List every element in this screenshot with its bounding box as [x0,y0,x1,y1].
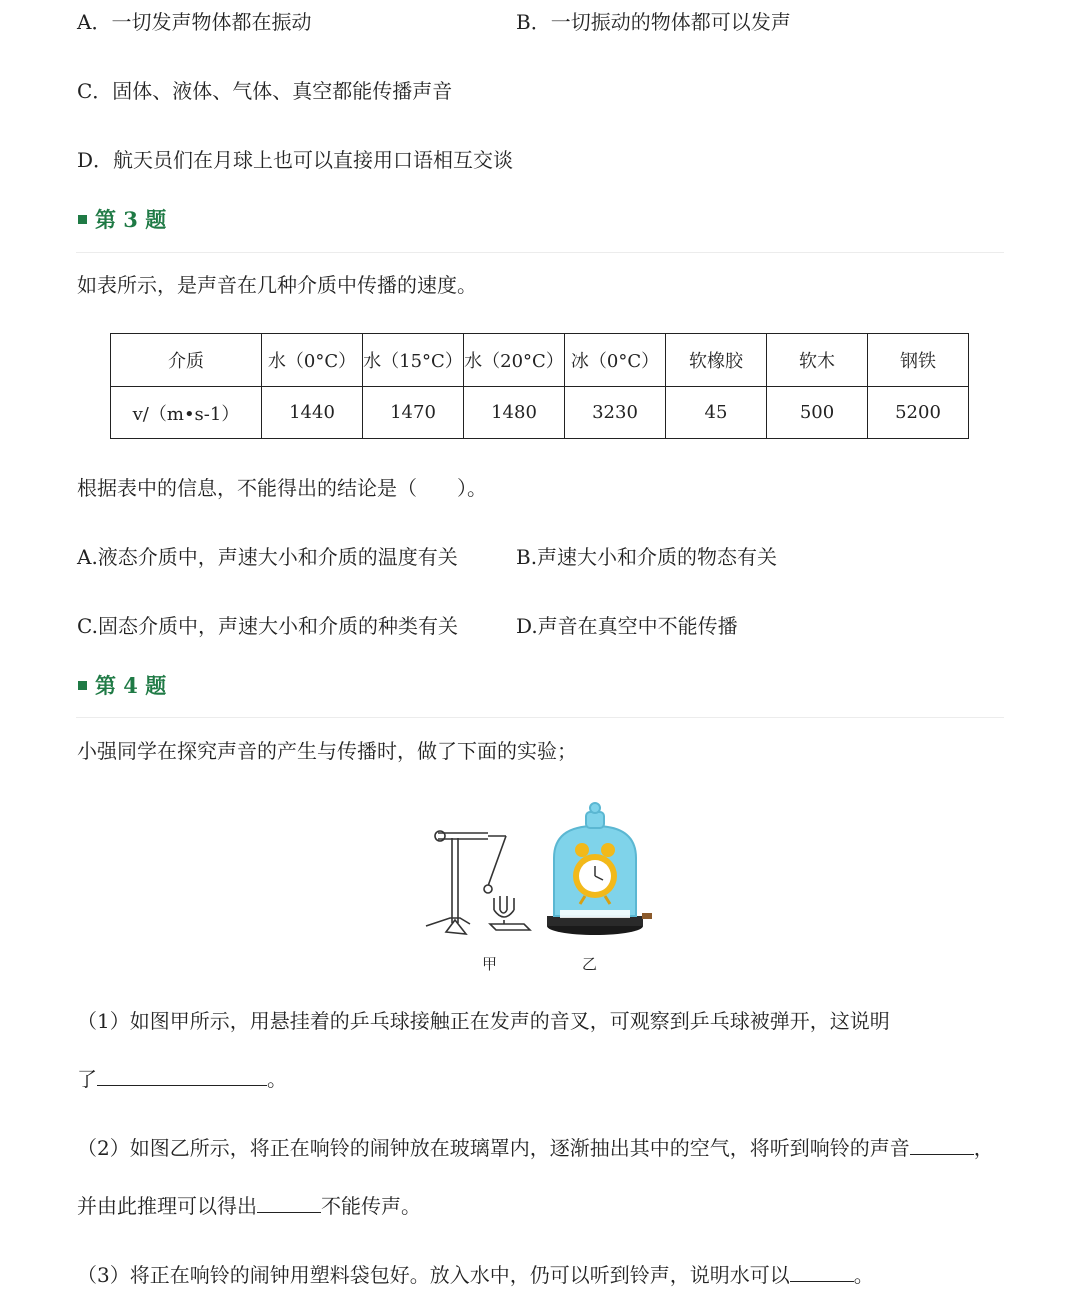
answer-blank[interactable] [790,1263,854,1282]
q2-option-b: B．一切振动的物体都可以发声 [516,10,791,34]
table-row-media [111,334,969,387]
q4-intro: 小强同学在探究声音的产生与传播时，做了下面的实验； [77,739,577,763]
tuning-fork-stand-illustration [426,831,530,934]
speed-table [110,333,969,439]
q4-part2-end: ， [973,1136,994,1160]
bell-jar-illustration [547,803,652,935]
q4-part3-text: （3）将正在响铃的闹钟用塑料袋包好。放入水中，仍可以听到铃声，说明水可以 [77,1263,790,1287]
q4-part1-suffix: 。 [267,1067,287,1091]
table-cell-medium: 软木 [767,334,868,387]
q3-question: 根据表中的信息，不能得出的结论是（ ）。 [77,476,487,500]
figure-label-left: 甲 [482,955,498,973]
q3-heading [78,204,166,234]
table-cell-speed: 1470 [363,387,464,439]
table-header-speed: v/（m•s-1） [111,387,262,439]
table-header-medium: 介质 [111,334,262,387]
q2-option-d: D．航天员们在月球上也可以直接用口语相互交谈 [77,148,514,172]
q3-option-d: D.声音在真空中不能传播 [516,614,738,638]
table-cell-medium: 水（20°C） [464,334,565,387]
q4-part2-line1 [77,1132,994,1161]
table-cell-medium: 钢铁 [868,334,969,387]
q2-option-a: A．一切发声物体都在振动 [77,10,312,34]
table-cell-medium: 水（15°C） [363,334,464,387]
answer-blank[interactable] [910,1136,974,1155]
q4-divider [76,717,1004,718]
q4-part1-prefix: 了 [77,1067,97,1091]
q3-option-a: A.液态介质中，声速大小和介质的温度有关 [77,545,458,569]
q3-heading-text: 第 3 题 [95,207,167,232]
table-cell-speed: 500 [767,387,868,439]
table-cell-speed: 3230 [565,387,666,439]
q4-part3 [77,1259,874,1288]
q4-heading-text: 第 4 题 [95,673,167,698]
q3-option-c: C.固态介质中，声速大小和介质的种类有关 [77,614,458,638]
q3-option-b: B.声速大小和介质的物态有关 [516,545,778,569]
q4-part1-line2 [77,1063,287,1092]
table-cell-medium: 水（0°C） [262,334,363,387]
table-cell-speed: 5200 [868,387,969,439]
experiment-illustration [420,798,660,978]
table-cell-speed: 1480 [464,387,565,439]
heading-square-icon [78,215,87,224]
q4-heading [78,670,166,700]
q3-divider [76,252,1004,253]
table-row-speed [111,387,969,439]
q4-part2-text: （2）如图乙所示，将正在响铃的闹钟放在玻璃罩内，逐渐抽出其中的空气，将听到响铃的声音 [77,1136,910,1160]
answer-blank[interactable] [257,1194,321,1213]
experiment-figure [420,798,660,978]
q4-part1-line1: （1）如图甲所示，用悬挂着的乒乓球接触正在发声的音叉，可观察到乒乓球被弹开，这说明 [77,1009,890,1033]
table-cell-medium: 软橡胶 [666,334,767,387]
q4-part3-suffix: 。 [853,1263,874,1287]
q2-option-c: C．固体、液体、气体、真空都能传播声音 [77,79,453,103]
table-cell-medium: 冰（0°C） [565,334,666,387]
figure-label-right: 乙 [582,955,598,973]
q3-intro: 如表所示，是声音在几种介质中传播的速度。 [77,273,477,297]
q4-part2-prefix: 并由此推理可以得出 [77,1194,257,1218]
heading-square-icon [78,681,87,690]
table-cell-speed: 1440 [262,387,363,439]
q4-part2-suffix: 不能传声。 [321,1194,421,1218]
table-cell-speed: 45 [666,387,767,439]
q4-part2-line2 [77,1190,421,1219]
answer-blank[interactable] [97,1067,267,1086]
